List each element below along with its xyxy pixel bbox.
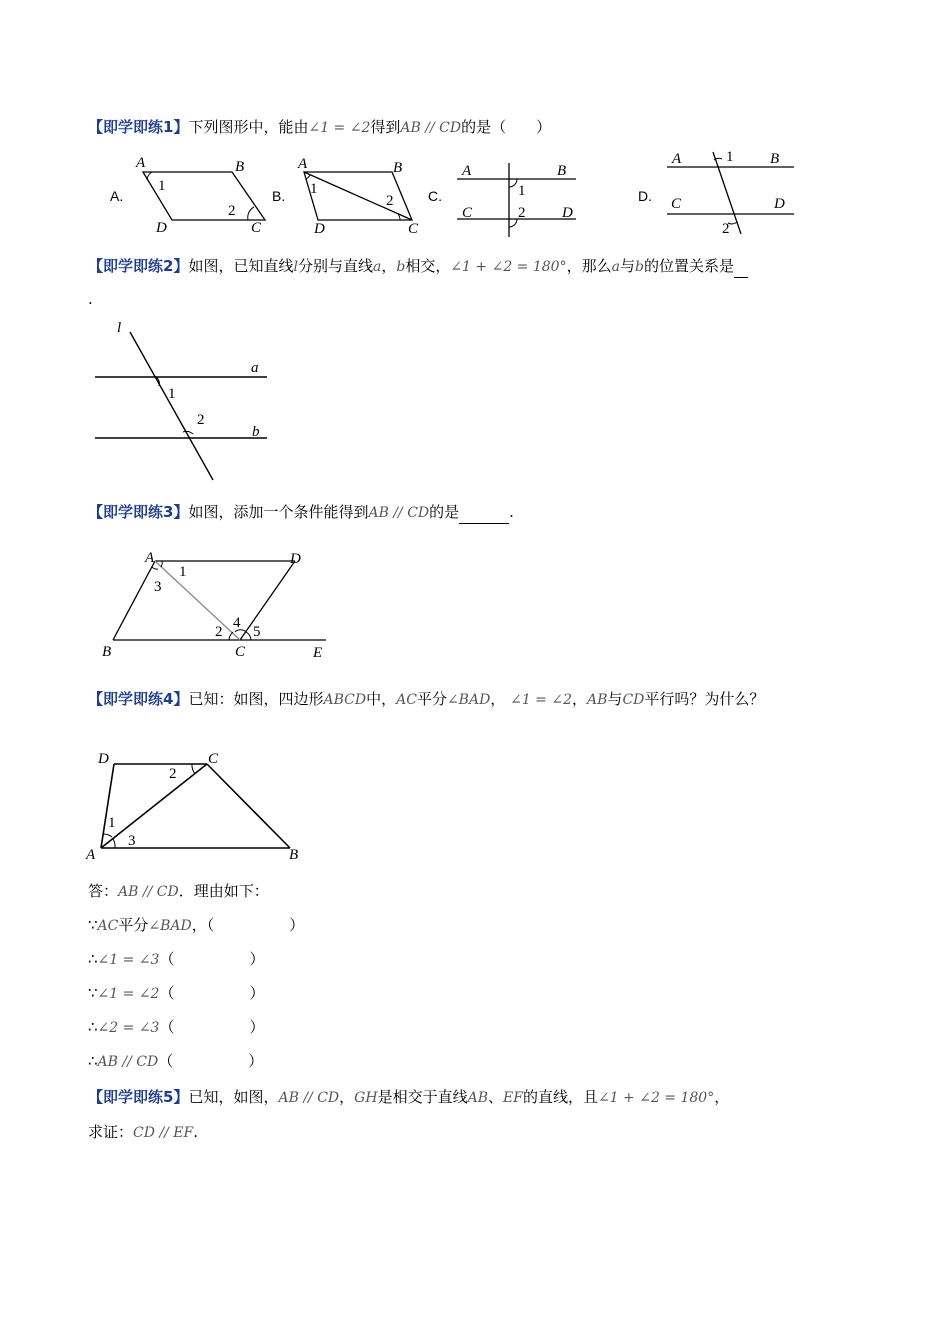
label-a: A: [86, 847, 96, 863]
q3-text2: 的是: [429, 503, 460, 521]
step-reason-blank[interactable]: （ ）: [159, 950, 265, 968]
step-math: AB // CD: [97, 1054, 159, 1070]
q2-l: l: [293, 259, 298, 275]
q5-prove-line: [88, 1121, 198, 1144]
label-c: C: [671, 196, 682, 212]
q4-bad: ∠BAD: [446, 692, 491, 708]
angle-2: 2: [722, 221, 730, 237]
step-symbol: ∴: [88, 1018, 98, 1036]
q1-line: [88, 116, 551, 139]
q2-text4: ，那么: [566, 257, 612, 275]
label-b: B: [235, 159, 245, 175]
q4-tag: 【即学即练4】: [88, 690, 189, 708]
q4-quad: ABCD: [323, 692, 367, 708]
angle-5: 5: [253, 624, 261, 640]
figure-3: [100, 548, 335, 666]
q5-sep2: 、: [487, 1088, 503, 1106]
step-math: AC: [97, 918, 119, 934]
label-b: B: [289, 847, 299, 863]
q1-text: 下列图形中，能由: [188, 118, 309, 136]
label-b: B: [770, 151, 780, 167]
label-d: D: [98, 751, 109, 767]
angle-2: 2: [518, 205, 526, 221]
label-c: C: [462, 205, 473, 221]
step-reason-blank[interactable]: （ ）: [159, 1018, 265, 1036]
figure-1a: [130, 155, 270, 237]
q5-text3: 的直线，且: [522, 1088, 598, 1106]
q5-tail: .: [193, 1123, 199, 1141]
q5-prove: 求证：: [88, 1123, 134, 1141]
label-e: E: [313, 645, 323, 661]
answer-suffix: ．理由如下：: [178, 882, 269, 900]
q4-sep2: ，: [572, 690, 588, 708]
q4-ac: AC: [396, 692, 417, 708]
angle-3: 3: [128, 833, 136, 849]
q3-math: AB // CD: [368, 505, 430, 521]
step-symbol: ∵: [88, 916, 98, 934]
proof-step: [88, 982, 264, 1005]
figure-2: [95, 320, 275, 485]
q3-tag: 【即学即练3】: [88, 503, 189, 521]
q3-answer-blank[interactable]: [459, 501, 509, 524]
label-c: C: [251, 220, 262, 236]
q1-text3: 的是（ ）: [461, 118, 552, 136]
label-a: A: [672, 151, 682, 167]
step-reason-blank[interactable]: （ ）: [159, 984, 265, 1002]
q5-m2: ∠1 + ∠2 = 180°: [597, 1090, 715, 1106]
q5-text: 已知，如图，: [188, 1088, 279, 1106]
angle-2: 2: [215, 624, 223, 640]
figure-1b: [290, 155, 420, 237]
angle-1: 1: [726, 149, 734, 165]
q1-text2: 得到: [370, 118, 401, 136]
q2-b: b: [396, 259, 406, 275]
q4-text: 已知：如图，四边形: [188, 690, 324, 708]
label-a: A: [298, 156, 308, 172]
label-b: B: [557, 163, 567, 179]
q3-text: 如图，添加一个条件能得到: [188, 503, 369, 521]
figure-1c: [452, 155, 582, 239]
q2-tail: .: [88, 290, 93, 308]
option-c[interactable]: C.: [428, 188, 442, 204]
label-d: D: [774, 196, 785, 212]
step-text: 平分: [118, 916, 149, 934]
angle-2: 2: [386, 193, 394, 209]
label-a: A: [462, 163, 472, 179]
q2-text5: 与: [619, 257, 635, 275]
step-symbol: ∴: [88, 950, 98, 968]
q5-sep3: ，: [714, 1088, 730, 1106]
step-symbol: ∵: [88, 984, 98, 1002]
q2-a: a: [372, 259, 382, 275]
angle-2: 2: [197, 412, 205, 428]
proof-step: [88, 1050, 263, 1073]
label-a: A: [136, 155, 146, 171]
answer-math: AB // CD: [118, 884, 179, 900]
label-b: b: [252, 424, 260, 440]
q4-cd: CD: [622, 692, 645, 708]
q5-ef: EF: [503, 1090, 523, 1106]
angle-1: 1: [179, 564, 187, 580]
label-d: D: [156, 220, 167, 236]
q2-text2: 分别与直线: [297, 257, 373, 275]
q5-m1: AB // CD: [278, 1090, 340, 1106]
step-math: ∠1 = ∠3: [97, 952, 160, 968]
q4-line: [88, 688, 764, 711]
option-d[interactable]: D.: [638, 188, 652, 204]
q4-answer: [88, 880, 269, 903]
figure-1d: [664, 146, 800, 238]
q2-math: ∠1 + ∠2 = 180°: [450, 259, 567, 275]
q4-text5: 平行吗？为什么？: [644, 690, 765, 708]
q5-text2: 是相交于直线: [377, 1088, 468, 1106]
proof-step: [88, 914, 304, 937]
angle-1: 1: [310, 181, 318, 197]
q2-answer-blank[interactable]: [734, 255, 748, 278]
angle-2: 2: [228, 203, 236, 219]
q4-eq: ∠1 = ∠2: [510, 692, 572, 708]
angle-1: 1: [158, 178, 166, 194]
label-a: a: [251, 360, 259, 376]
option-b[interactable]: B.: [272, 188, 286, 204]
q2-sep: ，: [381, 257, 397, 275]
answer-prefix: 答：: [88, 882, 119, 900]
q3-tail: .: [509, 503, 514, 521]
q4-text3: 平分: [416, 690, 447, 708]
q2-a2: a: [611, 259, 620, 275]
q5-gh: GH: [354, 1090, 378, 1106]
q1-math1: ∠1 = ∠2: [308, 120, 371, 136]
label-a: A: [145, 550, 155, 566]
q2-text: 如图，已知直线: [188, 257, 294, 275]
figure-4: [86, 745, 316, 867]
proof-step: [88, 1016, 264, 1039]
q2-b2: b: [634, 259, 644, 275]
q3-line: [88, 501, 514, 524]
label-c: C: [235, 644, 246, 660]
q4-sep: ，: [490, 690, 506, 708]
q4-text4: 与: [607, 690, 623, 708]
q5-sep: ，: [339, 1088, 355, 1106]
label-c: C: [408, 221, 419, 237]
proof-step: [88, 948, 264, 971]
option-a[interactable]: A.: [110, 188, 124, 204]
q5-m3: CD // EF: [133, 1125, 194, 1141]
q5-line: [88, 1086, 729, 1109]
q5-tag: 【即学即练5】: [88, 1088, 189, 1106]
label-b: B: [102, 644, 112, 660]
angle-1: 1: [168, 386, 176, 402]
angle-3: 3: [154, 579, 162, 595]
q4-text2: 中，: [366, 690, 397, 708]
q2-text3: 相交，: [405, 257, 451, 275]
q1-math2: AB // CD: [400, 120, 462, 136]
label-l: l: [117, 320, 122, 336]
q1-tag: 【即学即练1】: [88, 118, 189, 136]
q2-tag: 【即学即练2】: [88, 257, 189, 275]
angle-1: 1: [518, 183, 526, 199]
step-math: ∠2 = ∠3: [97, 1020, 160, 1036]
angle-2: 2: [169, 766, 177, 782]
label-b: B: [393, 160, 403, 176]
label-d: D: [314, 221, 325, 237]
label-d: D: [290, 551, 301, 567]
q2-text6: 的位置关系是: [643, 257, 734, 275]
step-reason-blank[interactable]: （ ）: [158, 1052, 264, 1070]
step-math2: ∠BAD: [148, 918, 192, 934]
label-d: D: [562, 205, 573, 221]
q5-ab: AB: [467, 1090, 488, 1106]
q4-ab: AB: [587, 692, 608, 708]
step-math: ∠1 = ∠2: [97, 986, 160, 1002]
angle-4: 4: [233, 615, 241, 631]
label-c: C: [208, 751, 219, 767]
step-reason-blank[interactable]: ，（ ）: [191, 916, 305, 934]
q2-line: [88, 255, 748, 278]
step-symbol: ∴: [88, 1052, 98, 1070]
angle-1: 1: [108, 815, 116, 831]
